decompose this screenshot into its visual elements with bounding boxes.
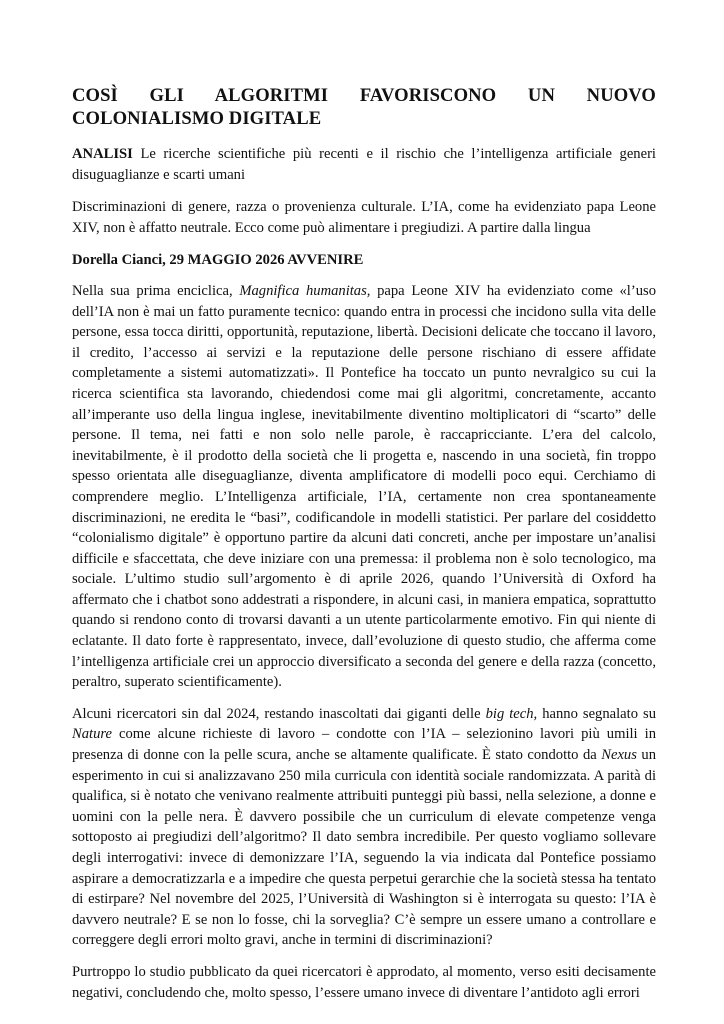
subtitle-text: Le ricerche scientifiche più recenti e il rischio che l’intelligenza artificiale generi disuguaglianze e scarti umani (72, 146, 656, 183)
nature-journal: Nature (72, 726, 112, 743)
paragraph-3: Purtroppo lo studio pubblicato da quei ricercatori è approdato, al momento, verso esiti decisamente negativi, concludendo che, molto spesso, l’essere umano invece di diventare l’antidoto agli errori (72, 963, 656, 1001)
paragraph-2 (72, 704, 656, 951)
p2-text-d: un esperimento in cui si analizzavano 250 mila curricula con identità sociale randomizzata. A parità di qualifica, si è notato che venivano realmente attribuiti punteggi più bassi, nella selezione, a donne e uomini con la pelle nera. È davvero possibile che un curriculum di elevate competenze venga sottoposto ai pregiudizi dell’algoritmo? Il dato sembra incredibile. Per questo vogliamo sollevare degli interrogativi: invece di demonizzare l’IA, seguendo la via indicata dal Pontefice possiamo aspirare a democratizzarla e a impedire che questa perpetui gerarchie che la società stessa ha tentato di estirpare? Nel novembre del 2025, l’Università di Washington si è interrogata su questo: l’IA è davvero neutrale? E se non lo fosse, chi la sorveglia? C’è sempre un essere umano a controllare e correggere degli errori molto gravi, anche in termini di discriminazioni? (72, 747, 656, 949)
p2-text-a: Alcuni ricercatori sin dal 2024, restando inascoltati dai giganti delle (72, 705, 486, 722)
article-title: COSÌ GLI ALGORITMI FAVORISCONO UN NUOVO COLONIALISMO DIGITALE (72, 85, 656, 129)
article-subtitle (72, 144, 656, 185)
article-lead: Discriminazioni di genere, razza o provenienza culturale. L’IA, come ha evidenziato papa Leone XIV, non è affatto neutrale. Ecco come può alimentare i pregiudizi. A partire dalla lingua (72, 199, 656, 236)
encyclical-title: Magnifica humanitas, (239, 282, 371, 299)
kicker-label: ANALISI (72, 146, 133, 162)
paragraph-1 (72, 281, 656, 693)
p2-text-c: come alcune richieste di lavoro – condotte con l’IA – selezionino lavori più umili in presenza di donne con la pelle scura, anche se altamente qualificate. È stato condotto da (72, 726, 656, 764)
p1-text-a: Nella sua prima enciclica, (72, 282, 240, 299)
p2-text-b: hanno segnalato su (537, 705, 656, 722)
p1-text-b: papa Leone XIV ha evidenziato come «l’uso dell’IA non è mai un fatto puramente tecnico: quando entra in processi che incidono sulla vita delle persone, essa tocca diritti, opportunità, reputazione, libertà. Decisioni delicate che toccano il lavoro, il credito, l’accesso ai servizi e la reputazione delle persone rischiano di essere affidate completamente a sistemi automatizzati». Il Pontefice ha toccato un punto nevralgico su cui la ricerca scientifica sta lavorando, chiedendosi come mai gli algoritmi, concretamente, accanto all’imperante uso della lingua inglese, inevitabilmente diventino moltiplicatori di “scarto” delle persone. Il tema, nei fatti e non solo nelle parole, è raccapricciante. L’era del calcolo, inevitabilmente, è il prodotto della società che li progetta e, nascendo in una società, fin troppo spesso orientata alle diseguaglianze, diventa amplificatore di modelli poco equi. Cerchiamo di comprendere meglio. L’Intelligenza artificiale, l’IA, certamente non crea spontaneamente discriminazioni, ne eredita le “basi”, codificandole in modelli statistici. Per parlare del cosiddetto “colonialismo digitale” è opportuno partire da alcuni dati concreti, anche per impostare un’analisi difficile e sfaccettata, che deve iniziare con una premessa: il problema non è solo tecnologico, ma sociale. L’ultimo studio sull’argomento è di aprile 2026, quando l’Università di Oxford ha affermato che i chatbot sono addestrati a rispondere, in alcuni casi, in maniera empatica, soprattutto quando si rendono conto di trovarsi davanti a un utente particolarmente emotivo. Fin qui niente di eclatante. Il dato forte è rappresentato, invece, dall’evoluzione di questo studio, che afferma come l’intelligenza artificiale crei un approccio diversificato a seconda del genere e della razza (concetto, peraltro, superato scientificamente). (72, 282, 656, 691)
big-tech-term: big tech, (485, 705, 538, 722)
article-byline: Dorella Cianci, 29 MAGGIO 2026 AVVENIRE (72, 252, 364, 269)
nexus-name: Nexus (601, 747, 637, 764)
article-page (72, 84, 656, 1014)
